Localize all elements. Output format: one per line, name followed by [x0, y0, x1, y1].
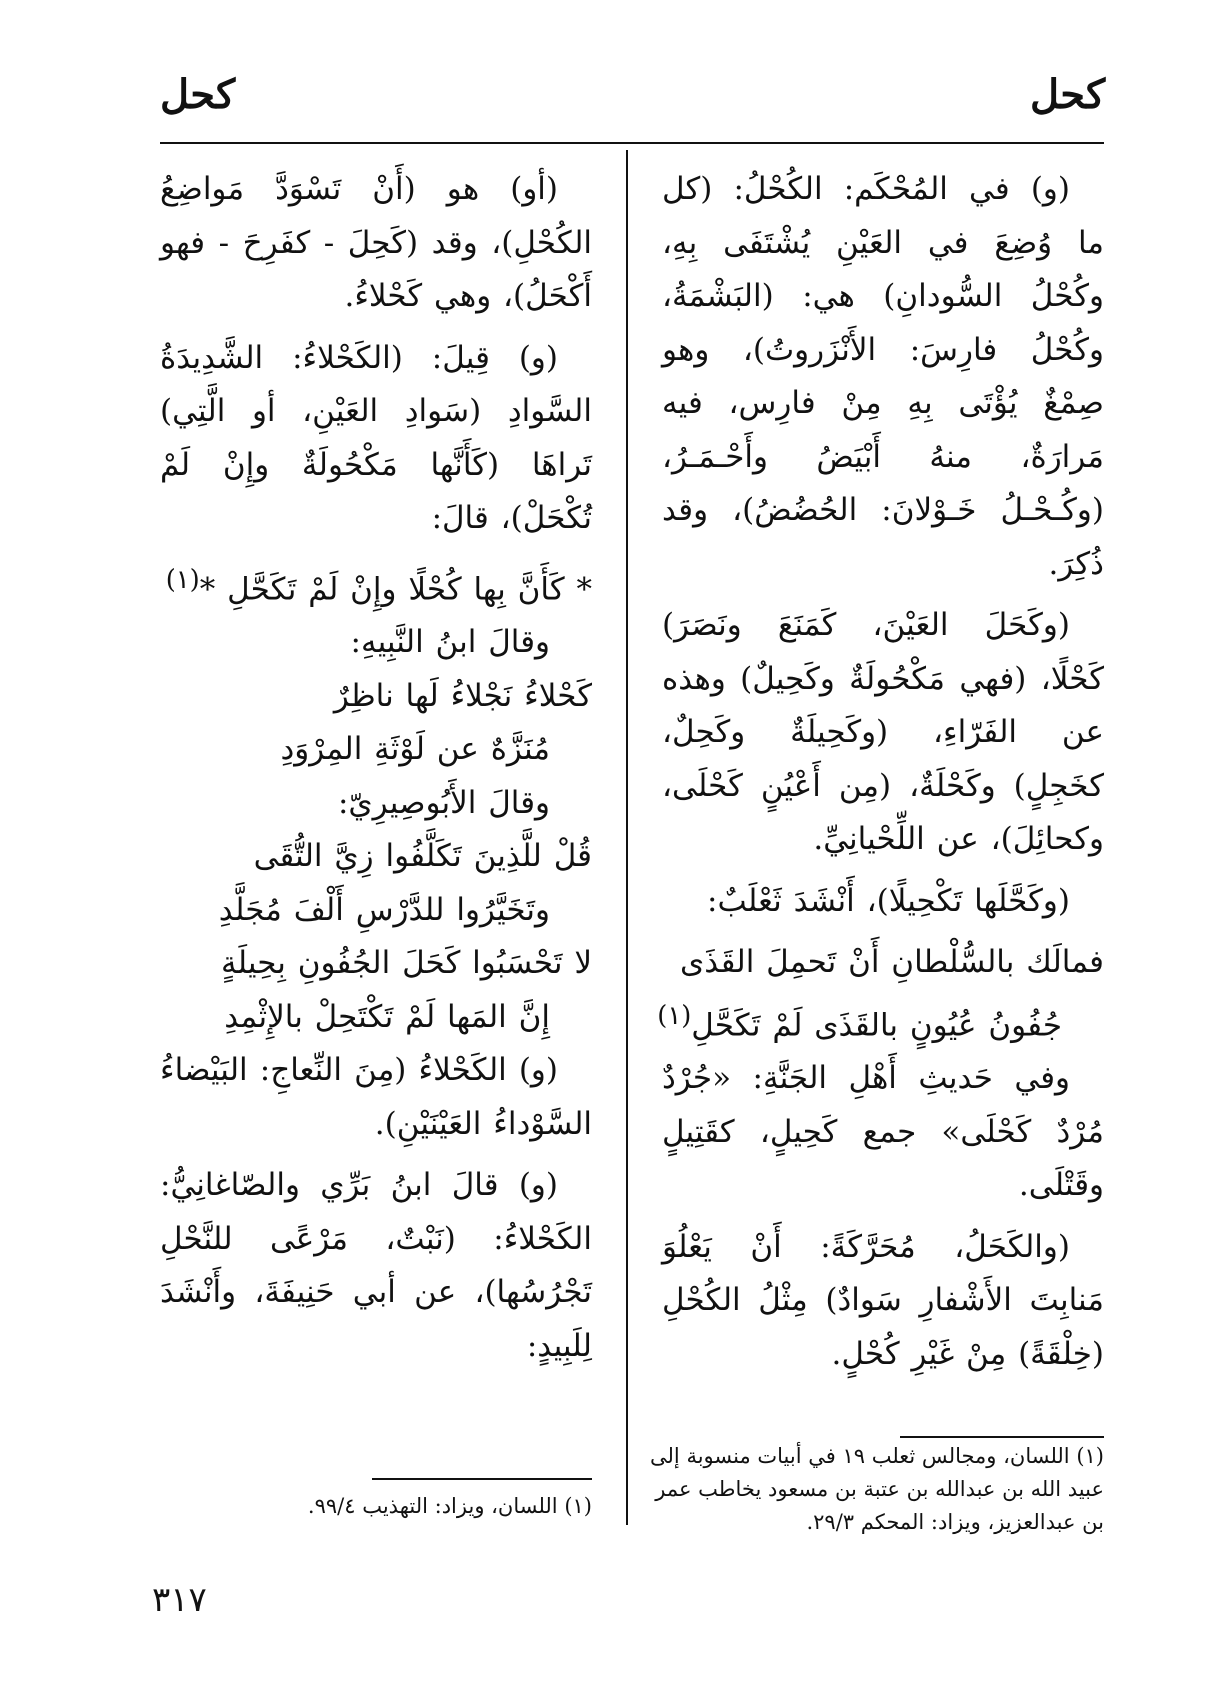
verse-intro: وقالَ الأَبُوصِيرِيّ:	[337, 784, 550, 821]
verse-line	[657, 990, 1104, 1053]
verse-line	[160, 554, 592, 617]
verse-line: كَحْلاءُ نَجْلاءُ لَها ناظِرٌ	[333, 677, 592, 714]
column-divider	[626, 150, 628, 1525]
verse-line: إِنَّ المَها لَمْ تَكْتَحِلْ بالإِثْمِدِ	[224, 998, 550, 1035]
verse-line	[662, 936, 1104, 990]
left-column	[160, 163, 592, 1381]
footnote-rule	[900, 1436, 1104, 1438]
verse-line: قُلْ للَّذِينَ تَكَلَّفُوا زِيَّ التُّقَى	[253, 838, 592, 875]
entry-paragraph: (أو) هو (أَنْ تَسْوَدَّ مَواضِعُ الكُحْلِ)، وقد (كَحِلَ - كفَرِحَ - فهو أَكْحَلُ)، وهي كَحْلاءُ.	[160, 171, 592, 314]
entry-paragraph: (وكَحَّلَها تَكْحِيلًا)، أَنْشَدَ ثَعْلَبٌ:	[707, 882, 1070, 919]
verse-text: جُفُونُ عُيُونٍ بالقَذَى لَمْ تَكَحَّلِ	[691, 1006, 1062, 1043]
footnote-marker: (١)	[165, 564, 200, 595]
header-rule	[160, 142, 1104, 144]
entry-paragraph: (والكَحَلُ، مُحَرَّكَةً: أَنْ يَعْلُوَ مَنابِتَ الأَشْفارِ سَوادٌ) مِثْلُ الكُحْلِ (خِلْقَةً) مِنْ غَيْرِ كُحْلٍ.	[662, 1228, 1104, 1372]
verse-line: لا تَحْسَبُوا كَحَلَ الجُفُونِ بِحِيلَةٍ	[220, 945, 592, 982]
running-head-right: كحل	[1030, 71, 1106, 118]
entry-paragraph: وفي حَديثِ أَهْلِ الجَنَّةِ: «جُرْدٌ مُرْدٌ كَحْلَى» جمع كَحِيلٍ، كقَتِيلٍ وقَتْلَى.	[662, 1060, 1104, 1204]
footnote-rule	[372, 1478, 592, 1480]
entry-paragraph: (و) الكَحْلاءُ (مِنَ النِّعاجِ: البَيْضاءُ السَّوْداءُ العَيْنَيْنِ).	[160, 1052, 592, 1142]
verse-line: وتَخَيَّرُوا للدَّرْسِ أَلْفَ مُجَلَّدِ	[218, 891, 550, 928]
running-head-left: كحل	[160, 71, 236, 118]
verse-intro: وقالَ ابنُ النَّبِيهِ:	[350, 624, 550, 661]
footnote: (١) اللسان، ومجالس ثعلب ١٩ في أبيات منسوبة إلى عبيد الله بن عبدالله بن عتبة بن مسعود يخاطب عمر بن عبدالعزيز، ويزاد: المحكم ٢٩/٣.	[650, 1444, 1104, 1534]
verse-text: * كَأَنَّ بِها كُحْلًا وإِنْ لَمْ تَكَحَّلِ *	[199, 570, 592, 607]
verse-text: فمالَك بالسُّلْطانِ أَنْ تَحمِلَ القَذَى	[680, 944, 1104, 980]
verse-line: مُنَزَّهٌ عن لَوْثَةِ المِرْوَدِ	[280, 731, 550, 768]
entry-paragraph: (و) قِيلَ: (الكَحْلاءُ: الشَّدِيدَةُ السَّوادِ (سَوادِ العَيْنِ، أو الَّتِي) تَراهَا (كَأَنَّها مَكْحُولَةٌ وإِنْ لَمْ تُكْحَلْ)، قالَ:	[160, 339, 592, 536]
footnote-marker: (١)	[657, 1000, 692, 1031]
entry-paragraph: (وكَحَلَ العَيْنَ، كَمَنَعَ ونَصَرَ) كَحْلًا، (فهي مَكْحُولَةٌ وكَحِيلٌ) وهذه عن الفَرّاءِ، (وكَحِيلَةٌ وكَحِلٌ، كخَجِلٍ) وكَحْلَةٌ، (مِن أَعْيُنٍ كَحْلَى، وكحائِلَ)، عن اللِّحْيانِيِّ.	[662, 607, 1104, 857]
entry-paragraph: (و) قالَ ابنُ بَرِّي والصّاغانِيُّ: الكَحْلاءُ: (نَبْتٌ، مَرْعًى للنَّحْلِ تَجْرُسُها)، عن أبي حَنِيفَةَ، وأَنْشَدَ لِلَبِيدٍ:	[160, 1167, 592, 1364]
footnote: (١) اللسان، ويزاد: التهذيب ٩٩/٤.	[307, 1494, 592, 1518]
right-column	[657, 163, 1104, 1389]
entry-paragraph: (و) في المُحْكَم: الكُحْلُ: (كل ما وُضِعَ في العَيْنِ يُشْتَفَى بِهِ، وكُحْلُ السُّودانِ) هي: (البَشْمَةُ، وكُحْلُ فارِسَ: الأَنْزَروتُ)، وهو صِمْغٌ يُؤْتَى بِهِ مِنْ فارِس، فيه مَرارَةٌ، منهُ أَبْيَضُ وأَحْـمَـرُ، (وكُـحْـلُ خَـوْلانَ: الحُضُضُ)، وقد ذُكِرَ.	[662, 171, 1104, 582]
page-number: ٣١٧	[152, 1580, 207, 1620]
